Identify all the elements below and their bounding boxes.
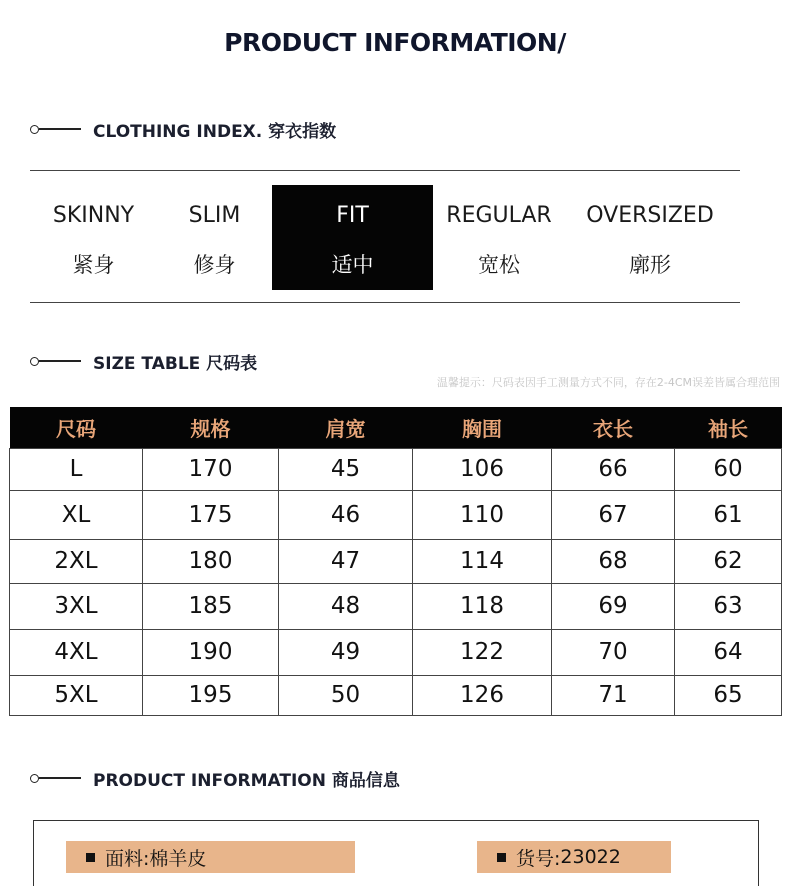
- index-item-cn: 紧身: [72, 253, 115, 277]
- table-cell: 195: [143, 675, 279, 715]
- table-cell: 3XL: [10, 583, 143, 629]
- table-cell: 4XL: [10, 629, 143, 675]
- index-item-en: SKINNY: [52, 203, 135, 228]
- product-info-title: PRODUCT INFORMATION 商品信息: [93, 770, 400, 791]
- table-cell: 68: [552, 539, 675, 583]
- index-item-cn: 廓形: [629, 253, 671, 277]
- col-header-chest: 胸围: [413, 407, 552, 448]
- col-header-shoulder: 肩宽: [279, 407, 413, 448]
- col-header-spec: 规格: [143, 407, 279, 448]
- clothing-index-title: CLOTHING INDEX. 穿衣指数: [93, 121, 337, 142]
- col-header-length: 衣长: [552, 407, 675, 448]
- table-cell: 66: [552, 448, 675, 490]
- table-cell: 45: [279, 448, 413, 490]
- table-row: [10, 583, 782, 629]
- table-cell: 114: [413, 539, 552, 583]
- table-cell: 110: [413, 490, 552, 539]
- square-bullet-icon: [497, 853, 506, 862]
- table-cell: 190: [143, 629, 279, 675]
- col-header-sleeve: 袖长: [675, 407, 782, 448]
- table-cell: 106: [413, 448, 552, 490]
- heading-line: [39, 128, 81, 129]
- table-cell: 49: [279, 629, 413, 675]
- table-cell: 71: [552, 675, 675, 715]
- table-header-row: [10, 407, 782, 448]
- table-row: [10, 629, 782, 675]
- divider-bottom: [30, 302, 740, 303]
- table-cell: 48: [279, 583, 413, 629]
- circle-bullet-icon: [30, 125, 39, 134]
- table-row: [10, 675, 782, 715]
- index-item-cn: 适中: [331, 253, 374, 277]
- product-info-heading: [30, 767, 400, 789]
- circle-bullet-icon: [30, 357, 39, 366]
- index-item-slim: [157, 185, 272, 290]
- product-info-box: [33, 820, 759, 886]
- table-cell: 69: [552, 583, 675, 629]
- table-cell: 63: [675, 583, 782, 629]
- table-cell: 47: [279, 539, 413, 583]
- table-cell: 65: [675, 675, 782, 715]
- table-cell: 64: [675, 629, 782, 675]
- material-tag: [66, 841, 355, 873]
- heading-line: [39, 777, 81, 778]
- sku-label: 货号:: [516, 847, 561, 870]
- index-item-cn: 修身: [193, 253, 236, 277]
- table-cell: 175: [143, 490, 279, 539]
- table-cell: 62: [675, 539, 782, 583]
- index-item-cn: 宽松: [478, 253, 520, 277]
- table-cell: 61: [675, 490, 782, 539]
- index-item-oversized: [565, 185, 735, 290]
- table-cell: 126: [413, 675, 552, 715]
- table-cell: 67: [552, 490, 675, 539]
- circle-bullet-icon: [30, 774, 39, 783]
- sku-value: 23022: [560, 846, 621, 868]
- table-cell: 118: [413, 583, 552, 629]
- index-item-en: REGULAR: [446, 203, 552, 228]
- table-row: [10, 448, 782, 490]
- index-item-en: OVERSIZED: [586, 203, 714, 228]
- table-cell: XL: [10, 490, 143, 539]
- table-row: [10, 539, 782, 583]
- table-cell: 5XL: [10, 675, 143, 715]
- divider-top: [30, 170, 740, 171]
- size-table: [9, 407, 782, 716]
- index-item-skinny: [30, 185, 157, 290]
- square-bullet-icon: [86, 853, 95, 862]
- size-table-title: SIZE TABLE 尺码表: [93, 353, 258, 374]
- table-cell: 46: [279, 490, 413, 539]
- table-cell: 170: [143, 448, 279, 490]
- sku-tag: [477, 841, 671, 873]
- size-table-heading: [30, 350, 257, 372]
- clothing-index-scale: [30, 185, 740, 290]
- index-item-en: SLIM: [188, 203, 241, 228]
- table-cell: 50: [279, 675, 413, 715]
- heading-line: [39, 360, 81, 361]
- measurement-tip: 温馨提示：尺码表因手工测量方式不同，存在2-4CM误差皆属合理范围: [436, 376, 780, 389]
- table-cell: 185: [143, 583, 279, 629]
- index-item-fit: [272, 185, 433, 290]
- table-row: [10, 490, 782, 539]
- material-value: 棉羊皮: [149, 847, 207, 870]
- table-cell: 122: [413, 629, 552, 675]
- table-cell: L: [10, 448, 143, 490]
- table-cell: 2XL: [10, 539, 143, 583]
- page-title: PRODUCT INFORMATION/: [224, 28, 566, 57]
- material-label: 面料:: [105, 847, 150, 870]
- col-header-size: 尺码: [10, 407, 143, 448]
- table-cell: 60: [675, 448, 782, 490]
- index-item-en: FIT: [336, 203, 369, 228]
- table-cell: 70: [552, 629, 675, 675]
- clothing-index-heading: [30, 118, 336, 140]
- index-item-regular: [433, 185, 565, 290]
- table-cell: 180: [143, 539, 279, 583]
